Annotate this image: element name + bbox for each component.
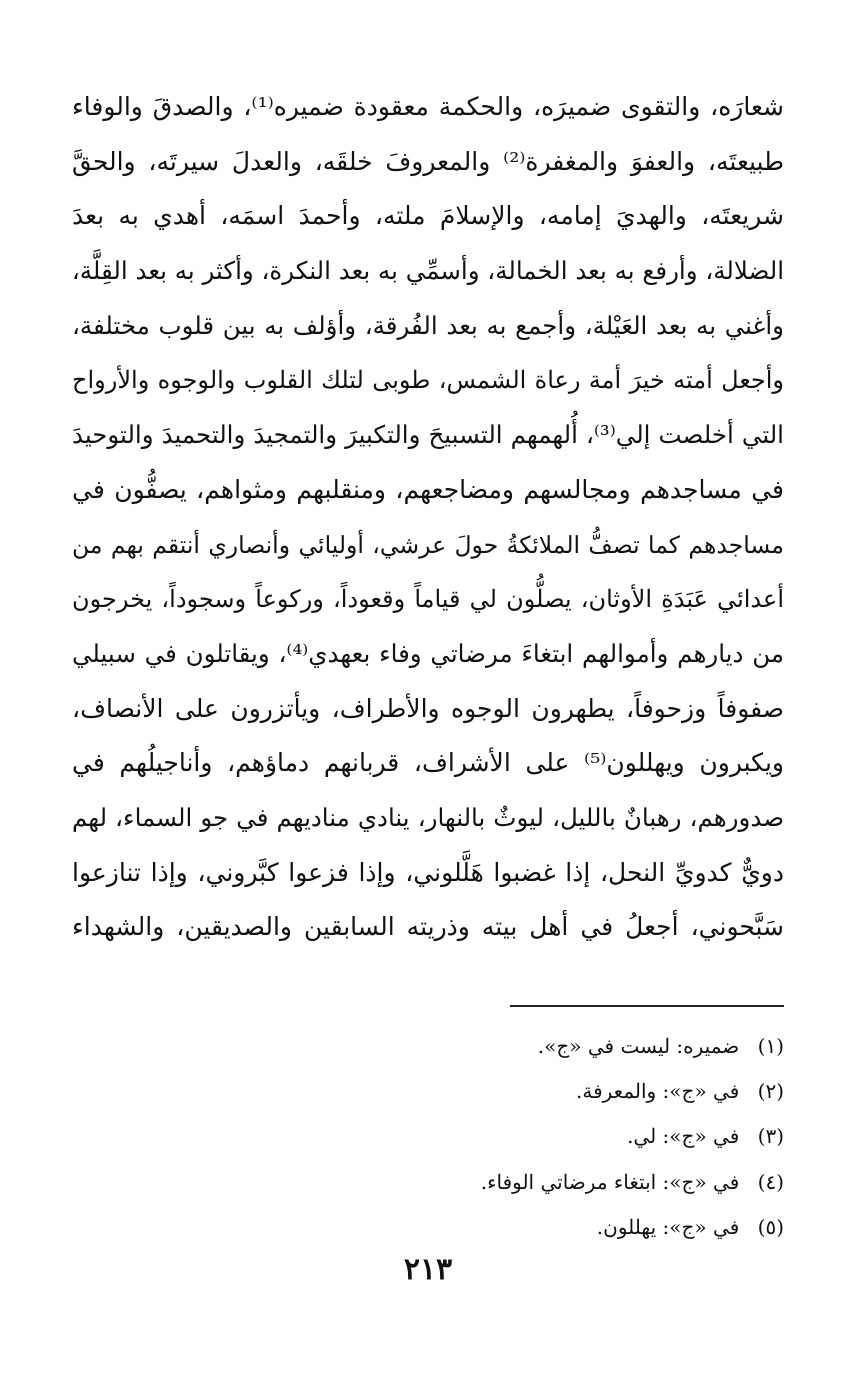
footnote-text: ضميره: ليست في «ج». xyxy=(537,1034,740,1058)
footnote-divider xyxy=(510,1005,784,1007)
footnote-text: في «ج»: يهللون. xyxy=(596,1214,740,1239)
footnote-text: في «ج»: والمعرفة. xyxy=(576,1079,740,1104)
text-line: ويكبرون ويهللون⁽⁵⁾ على الأشراف، قربانهم دماؤهم، وأناجيلُهم في xyxy=(72,748,784,778)
text-line: الضلالة، وأرفع به بعد الخمالة، وأسمِّي به بعد النكرة، وأكثر به بعد القِلَّة، xyxy=(72,256,784,286)
footnote xyxy=(284,1205,784,1250)
text-line: صفوفاً وزحوفاً، يطهرون الوجوه والأطراف، ويأتزرون على الأنصاف، xyxy=(72,693,784,723)
text-line: صدورهم، رهبانٌ بالليل، ليوثٌ بالنهار، ينادي مناديهم في جو السماء، لهم xyxy=(72,802,784,832)
footnote-number: (١) xyxy=(757,1034,784,1058)
footnotes-block xyxy=(284,1024,784,1250)
footnote-text: في «ج»: ابتغاء مرضاتي الوفاء. xyxy=(480,1169,740,1194)
page-number: ٢١٣ xyxy=(403,1252,453,1287)
footnote-number: (٤) xyxy=(757,1169,784,1194)
footnote xyxy=(284,1069,784,1114)
footnote-number: (٢) xyxy=(757,1079,784,1104)
text-line: التي أخلصت إلي⁽³⁾، أُلهمهم التسبيحَ والتكبيرَ والتمجيدَ والتحميدَ والتوحيدَ xyxy=(72,420,784,450)
text-line: شعارَه، والتقوى ضميرَه، والحكمة معقودة ضميره⁽¹⁾، والصدقَ والوفاء xyxy=(72,92,784,121)
text-line: من ديارهم وأموالهم ابتغاءَ مرضاتي وفاء بعهدي⁽⁴⁾، ويقاتلون في سبيلي xyxy=(72,638,784,668)
text-line: وأغني به بعد العَيْلة، وأجمع به بعد الفُرقة، وأؤلف به بين قلوب مختلفة، xyxy=(72,310,784,340)
text-line: طبيعتَه، والعفوَ والمغفرة⁽²⁾ والمعروفَ خلقَه، والعدلَ سيرتَه، والحقَّ xyxy=(72,146,784,176)
text-line: أعدائي عَبَدَةِ الأوثان، يصلُّون لي قياماً وقعوداً، وركوعاً وسجوداً، يخرجون xyxy=(72,585,784,614)
footnote-number: (٥) xyxy=(757,1214,784,1239)
text-line: دويٌّ كدويِّ النحل، إذا غضبوا هَلَّلوني، وإذا فزعوا كبَّروني، وإذا تنازعوا xyxy=(72,857,784,887)
text-line: شريعتَه، والهديَ إمامه، والإسلامَ ملته، وأحمدَ اسمَه، أهدي به بعدَ xyxy=(72,201,784,231)
footnote-text: في «ج»: لي. xyxy=(627,1124,740,1149)
text-line: سَبَّحوني، أجعلُ في أهل بيته وذريته السابقين والصديقين، والشهداء xyxy=(72,912,784,942)
footnote-number: (٣) xyxy=(757,1124,784,1149)
footnote xyxy=(284,1160,784,1205)
footnote xyxy=(284,1114,784,1159)
text-line: في مساجدهم ومجالسهم ومضاجعهم، ومنقلبهم ومثواهم، يصفُّون في xyxy=(72,474,784,504)
main-text-block xyxy=(72,80,784,955)
footnote xyxy=(284,1024,784,1069)
text-line: مساجدهم كما تصفُّ الملائكةُ حولَ عرشي، أوليائي وأنصاري أنتقم بهم من xyxy=(72,530,784,559)
text-line: وأجعل أمته خيرَ أمة رعاة الشمس، طوبى لتلك القلوب والوجوه والأرواح xyxy=(72,366,784,395)
